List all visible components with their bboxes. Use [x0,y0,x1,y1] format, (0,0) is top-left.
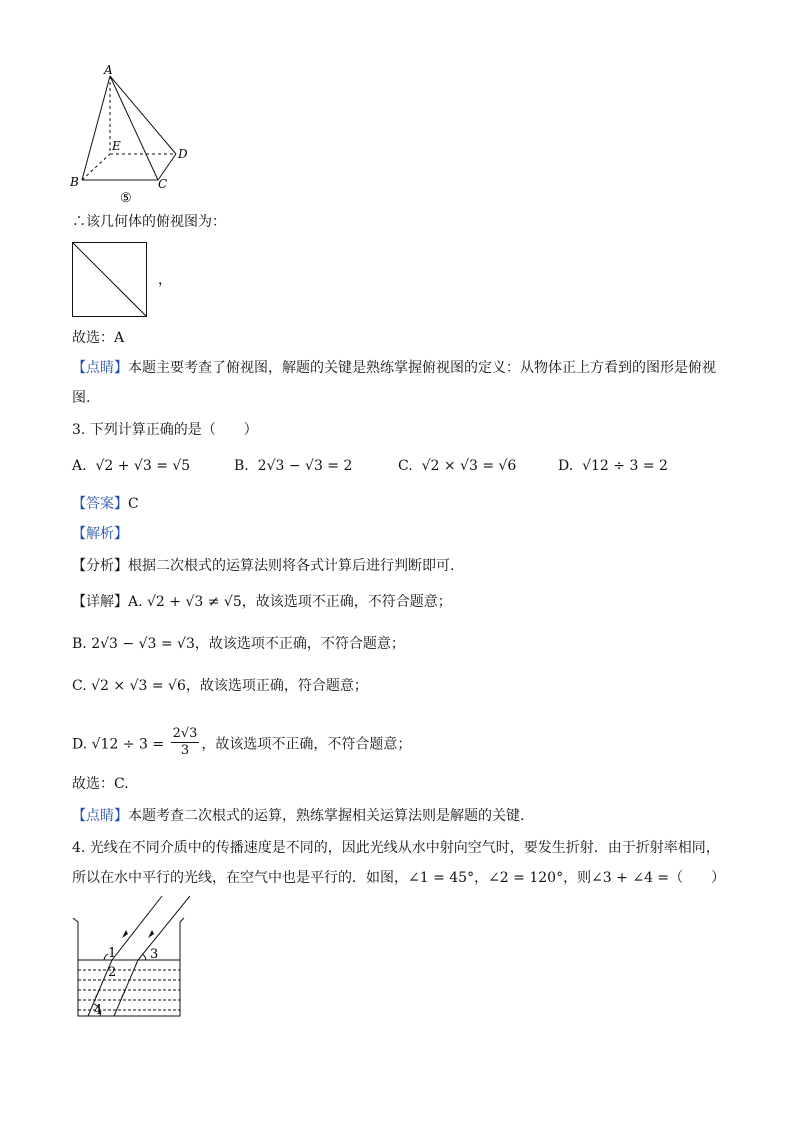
option-d: D. √12 ÷ 3 = 2 [558,458,668,474]
q3-answer: 【答案】C [72,496,139,512]
q3-detail-c: C. √2 × √3 = √6，故该选项正确，符合题意； [72,678,368,694]
q3-analysis-tag: 【解析】 [72,526,128,542]
q3-stem: 3. 下列计算正确的是（ ） [72,422,258,438]
label-b: B [70,175,79,189]
beaker-outline [73,918,184,1016]
option-a: A. √2 + √3 = √5 [72,458,191,474]
top-view-figure [72,242,148,318]
label-e: E [112,139,121,153]
q3-final: 故选：C. [72,776,129,792]
q3-detail-b: B. 2√3 − √3 = √3，故该选项不正确，不符合题意； [72,636,405,652]
q2-comment-line2: 图. [72,390,91,406]
label-c: C [158,177,168,191]
edge-ab [82,76,110,180]
refraction-figure [70,892,190,1022]
option-b: B. 2√3 − √3 = 2 [234,458,353,474]
pyramid-figure [66,60,206,210]
option-c: C. √2 × √3 = √6 [398,458,517,474]
q3-detail-a: 【详解】A. √2 + √3 ≠ √5，故该选项不正确，不符合题意； [72,594,452,610]
angle-1-label: 1 [108,946,117,961]
q4-line2: 所以在水中平行的光线，在空气中也是平行的．如图，∠1 = 45°，∠2 = 120°，则∠3 + ∠4 =（ ） [72,870,726,886]
angle-2-label: 2 [108,965,117,980]
conclusion-text: ∴该几何体的俯视图为： [72,214,226,230]
q3-detail-d: D. √12 ÷ 3 = $\frac{2√3}{3}$ ，故该选项不正确，不符合题意； [72,726,412,758]
q3-comment: 【点睛】本题考查二次根式的运算，熟练掌握相关运算法则是解题的关键. [72,808,525,824]
label-d: D [178,147,188,161]
edge-be [82,154,110,180]
q2-comment-line1: 【点睛】本题主要考查了俯视图，解题的关键是熟练掌握俯视图的定义：从物体正上方看到的图形是俯视 [72,360,716,376]
angle-3-label: 3 [150,947,159,962]
figure-caption: ⑤ [120,191,132,206]
q2-answer: 故选：A [72,330,125,346]
label-a: A [104,63,113,77]
q3-fenxi: 【分析】根据二次根式的运算法则将各式计算后进行判断即可. [72,558,455,574]
angle-4-label: 4 [94,1003,103,1018]
top-view-comma: ， [158,272,172,288]
comment-tag: 【点睛】 [72,360,128,376]
q4-line1: 4. 光线在不同介质中的传播速度是不同的，因此光线从水中射向空气时，要发生折射．由于折射率相同， [72,840,720,856]
edge-ac [110,76,158,180]
